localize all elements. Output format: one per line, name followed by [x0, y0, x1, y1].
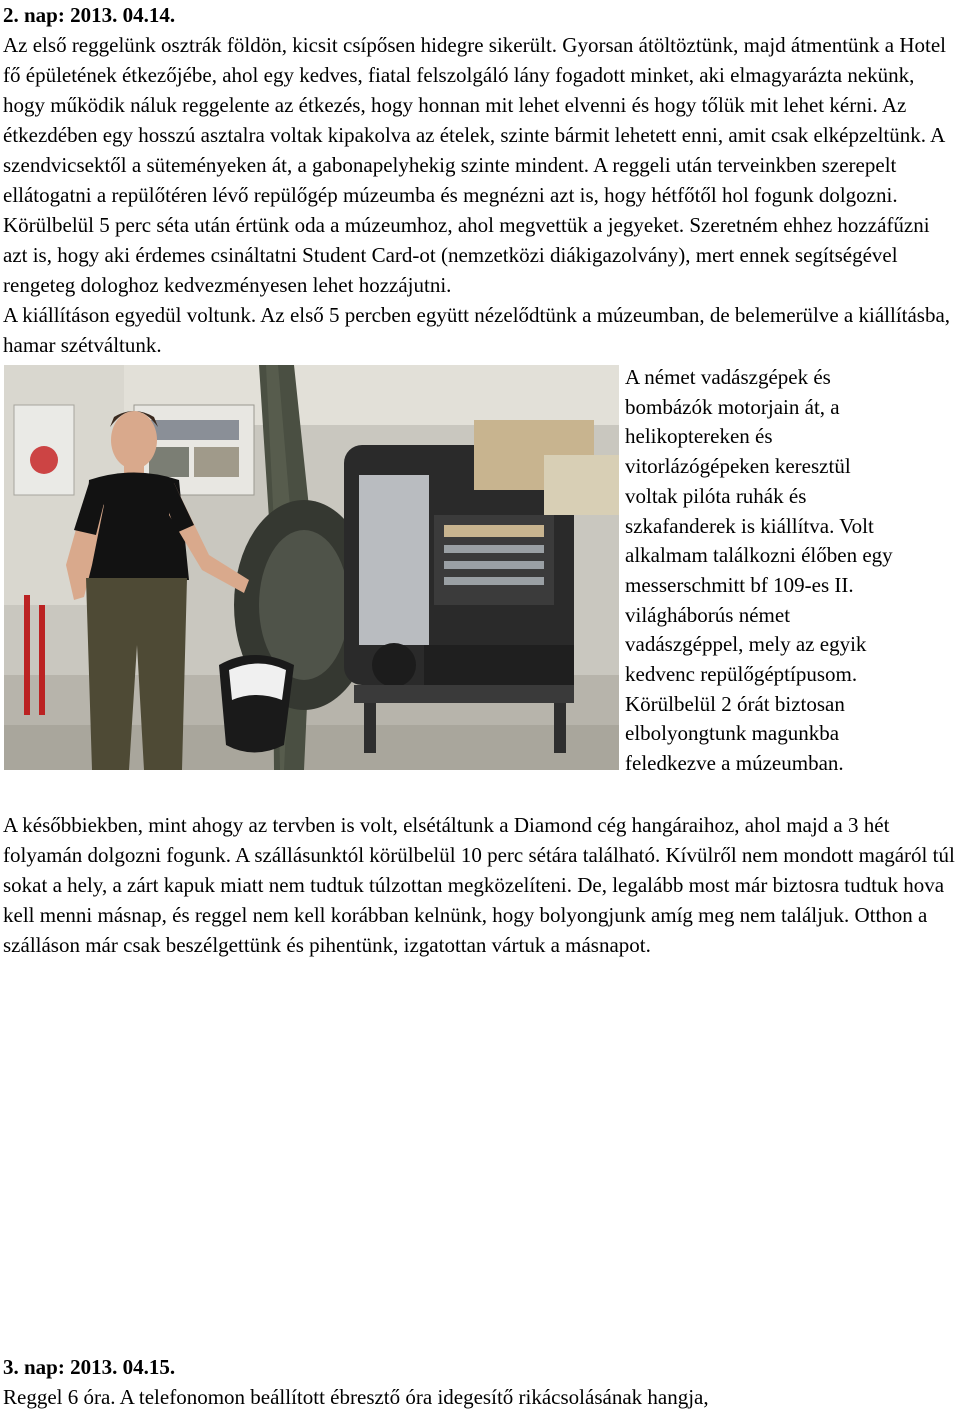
body-paragraph: Reggel 6 óra. A telefonomon beállított ébresztő óra idegesítő rikácsolásának hangja,: [3, 1385, 709, 1409]
caption-line: vadászgéppel, mely az egyik: [625, 632, 867, 657]
caption-line: voltak pilóta ruhák és: [625, 483, 807, 508]
day-heading: 2. nap: 2013. 04.14.: [3, 3, 176, 27]
day-section: [3, 1352, 957, 1412]
body-paragraph: Az első reggelünk osztrák földön, kicsit csípősen hidegre sikerült. Gyorsan átöltöztünk, majd átmentünk a Hotel fő épületének étkezőjébe, ahol egy kedves, fiatal felszolgáló lány fogadott minket, aki elmagyarázta nekünk, hogy működik náluk reggelente az étkezés, hogy honnan mit lehet elvenni és hogy tőlük mit lehet kérni. Az étkezdében egy hosszú asztalra voltak kipakolva az ételek, szinte bármit lehetett enni, amit csak elképzeltünk. A szendvicsektől a süteményeken át, a gabonapelyhekig szinte mindent. A reggeli után terveinkben szerepelt ellátogatni a repülőtéren lévő repülőgép múzeumba és megnézni azt is, hogy hétfőtől hol fogunk dolgozni.: [3, 33, 947, 207]
caption-line: vitorlázógépeken keresztül: [625, 454, 851, 479]
day-heading: 3. nap: 2013. 04.15.: [3, 1355, 176, 1379]
photo-with-caption: [3, 365, 957, 776]
caption-line: világháborús német: [625, 602, 791, 627]
caption-line: kedvenc repülőgéptípusom.: [625, 662, 858, 687]
body-paragraph: A kiállításon egyedül voltunk. Az első 5 percben együtt nézelődtünk a múzeumban, de belemerülve a kiállításba, hamar szétváltunk.: [3, 303, 951, 357]
caption-line: Körülbelül 2 órát biztosan: [625, 691, 845, 716]
photo-caption: [625, 363, 960, 779]
caption-line: szkafanderek is kiállítva. Volt: [625, 513, 874, 538]
document-page: [3, 0, 957, 960]
body-paragraph: A későbbiekben, mint ahogy az tervben is volt, elsétáltunk a Diamond cég hangáraihoz, ahol majd a 3 hét folyamán dolgozni fogunk. A szállásunktól körülbelül 10 perc sétára található. Kívülről nem mondott magáról túl sokat a hely, a zárt kapuk miatt nem tudtuk túlzottan megközelíteni. De, legalább most már biztosra tudtuk hova kell menni másnap, és reggel nem kell korábban kelnünk, hogy bolyongjunk amíg meg nem találjuk. Otthon a szálláson már csak beszélgettünk és pihentünk, izgatottan vártuk a másnapot.: [3, 813, 955, 957]
caption-line: alkalmam találkozni élőben egy: [625, 543, 893, 568]
caption-line: bombázók motorjain át, a: [625, 394, 840, 419]
caption-line: elbolyongtunk magunkba: [625, 721, 840, 746]
caption-line: helikoptereken és: [625, 424, 773, 449]
caption-line: messerschmitt bf 109-es II.: [625, 572, 854, 597]
caption-line: feledkezve a múzeumban.: [625, 751, 844, 776]
body-paragraph: Körülbelül 5 perc séta után értünk oda a múzeumhoz, ahol megvettük a jegyeket. Szeretném ehhez hozzáfűzni azt is, hogy aki érdemes csináltatni Student Card-ot (nemzetközi diákigazolvány), mert ennek segítségével rengeteg dologhoz kedvezményesen lehet hozzájutni.: [3, 213, 930, 297]
caption-line: A német vadászgépek és: [625, 365, 831, 389]
museum-engine-photo: [4, 365, 619, 770]
